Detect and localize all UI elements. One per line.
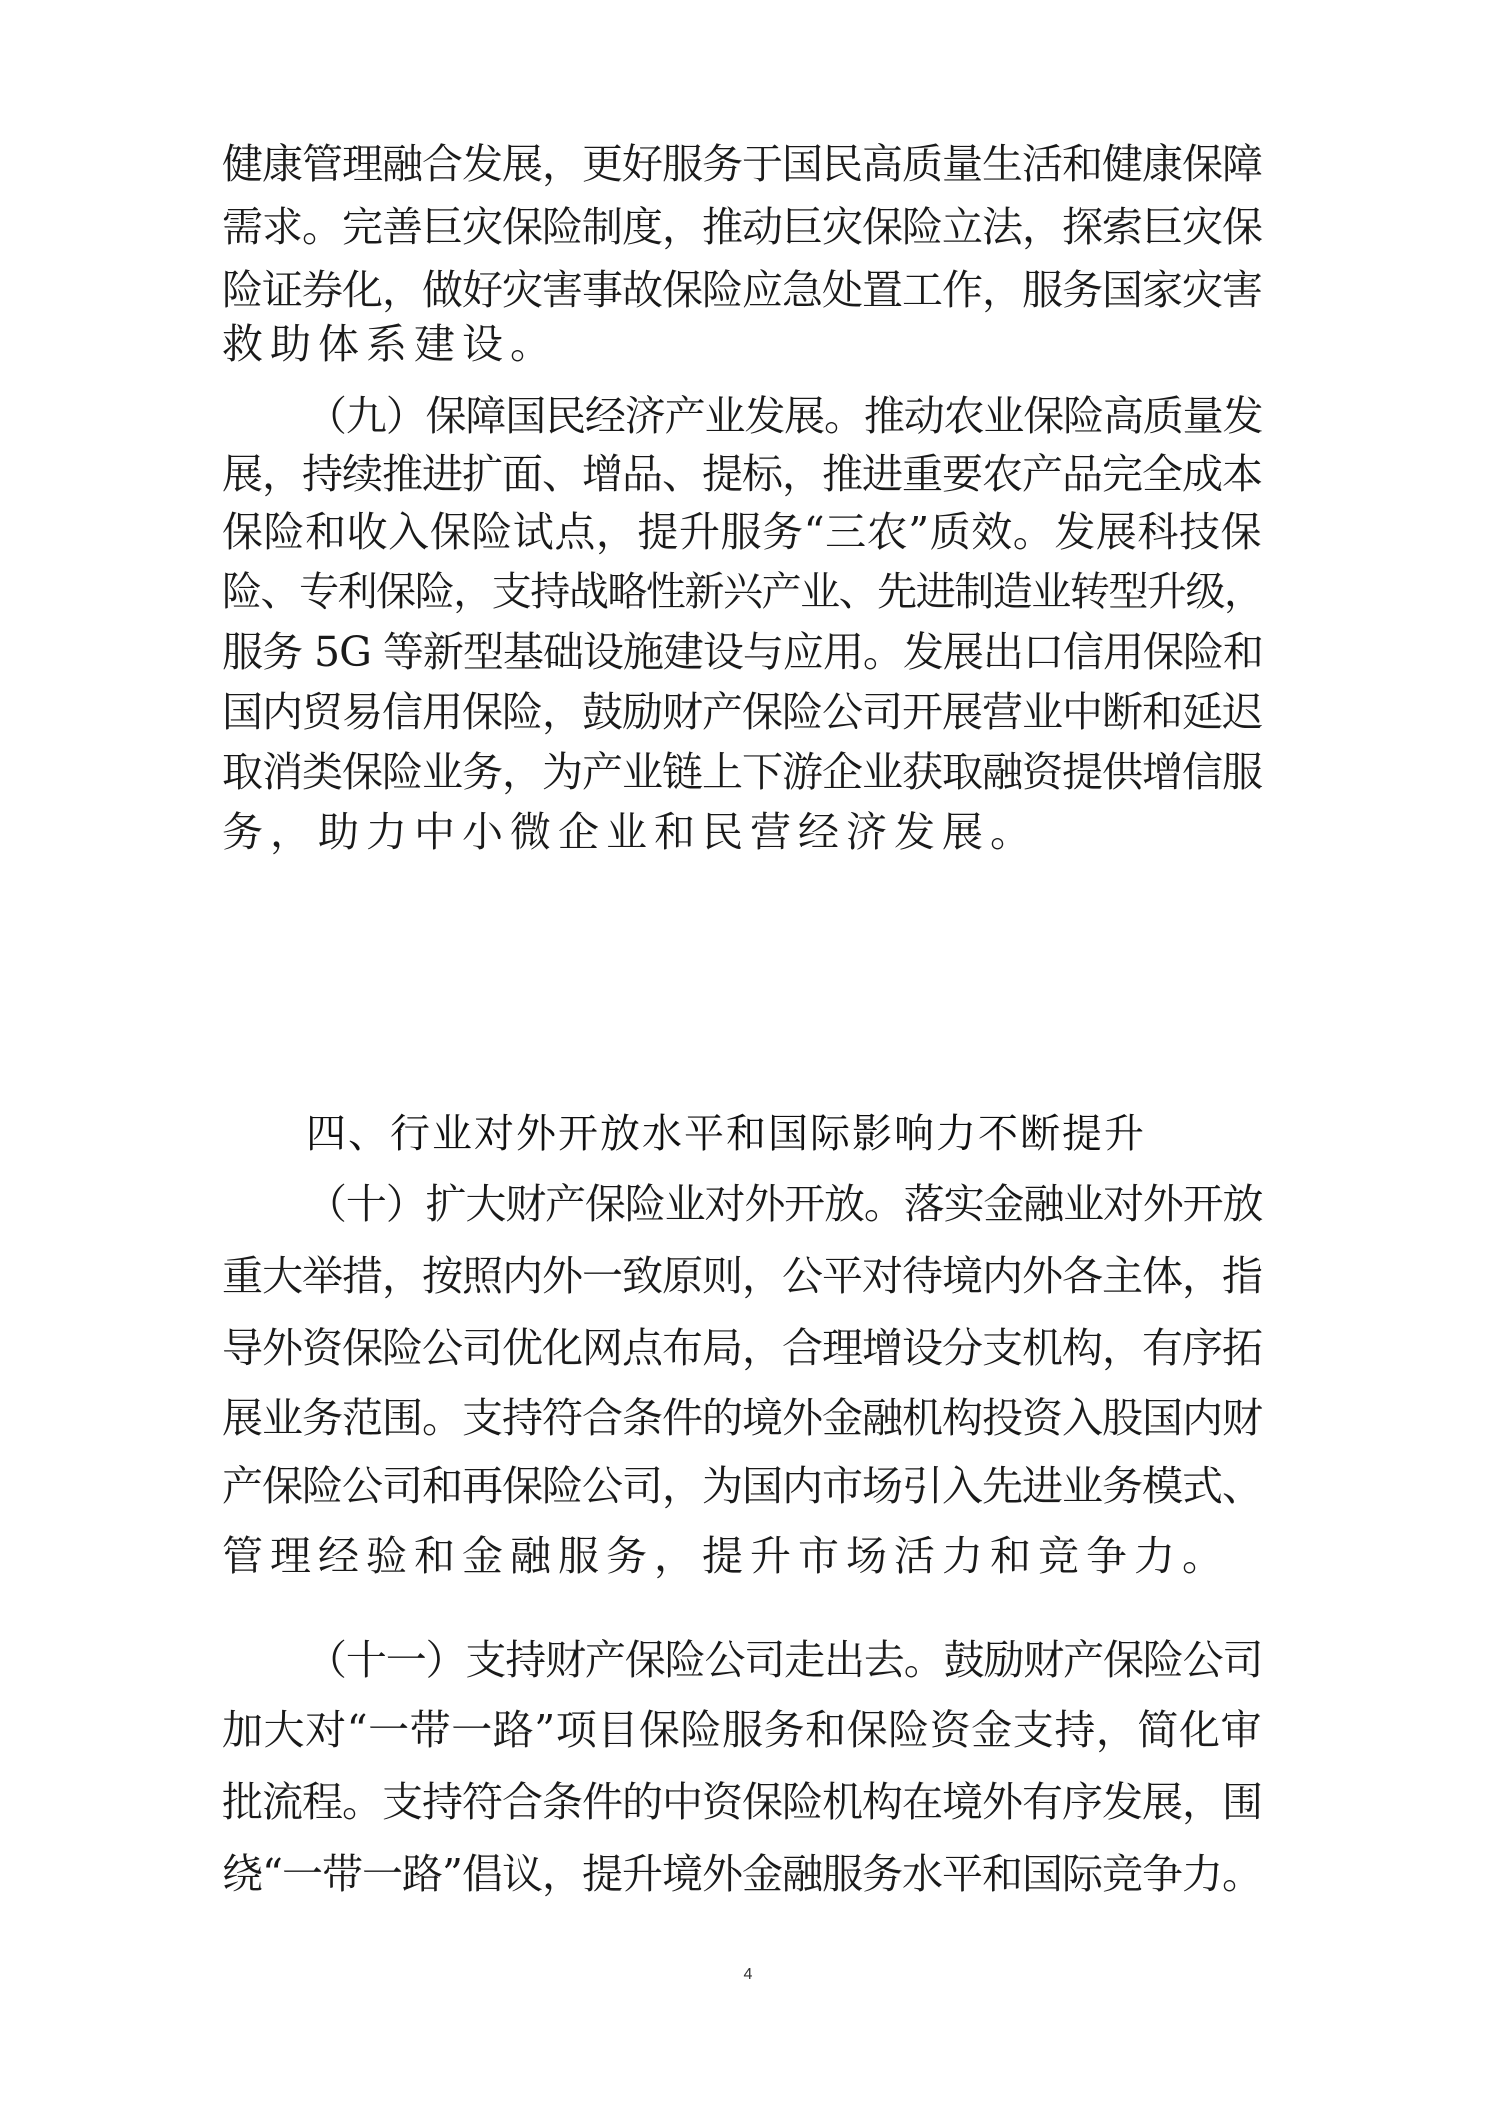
text-line: 险、专利保险，支持战略性新兴产业、先进制造业转型升级， <box>222 569 1262 615</box>
text-line: 险证券化，做好灾害事故保险应急处置工作，服务国家灾害 <box>222 266 1262 314</box>
text-line: 保险和收入保险试点，提升服务“三农”质效。发展科技保 <box>222 508 1262 556</box>
section-heading: 四、行业对外开放水平和国际影响力不断提升 <box>306 1111 1146 1157</box>
text-line: 展业务范围。支持符合条件的境外金融机构投资入股国内财 <box>222 1394 1262 1442</box>
text-line: 服务 5G 等新型基础设施建设与应用。发展出口信用保险和 <box>222 628 1263 676</box>
text-line: 重大举措，按照内外一致原则，公平对待境内外各主体，指 <box>222 1252 1262 1300</box>
text-line: 健康管理融合发展，更好服务于国民高质量生活和健康保障 <box>222 140 1262 188</box>
page-number: 4 <box>743 1966 753 1983</box>
text-line: （九）保障国民经济产业发展。推动农业保险高质量发 <box>306 392 1262 440</box>
text-line: 管理经验和金融服务，提升市场活力和竞争力。 <box>222 1532 1230 1580</box>
text-line: 务，助力中小微企业和民营经济发展。 <box>222 808 1038 856</box>
text-line: 需求。完善巨灾保险制度，推动巨灾保险立法，探索巨灾保 <box>222 203 1262 251</box>
text-line: （十一）支持财产保险公司走出去。鼓励财产保险公司 <box>306 1636 1262 1684</box>
text-line: 救助体系建设。 <box>222 320 558 368</box>
text-line: 展，持续推进扩面、增品、提标，推进重要农产品完全成本 <box>222 450 1262 498</box>
text-line: 导外资保险公司优化网点布局，合理增设分支机构，有序拓 <box>222 1324 1262 1372</box>
text-line: 取消类保险业务，为产业链上下游企业获取融资提供增信服 <box>222 748 1262 796</box>
text-line: 绕“一带一路”倡议，提升境外金融服务水平和国际竞争力。 <box>222 1850 1262 1898</box>
text-line: 产保险公司和再保险公司，为国内市场引入先进业务模式、 <box>222 1462 1262 1510</box>
text-line: 加大对“一带一路”项目保险服务和保险资金支持，简化审 <box>222 1706 1262 1754</box>
text-line: 国内贸易信用保险，鼓励财产保险公司开展营业中断和延迟 <box>222 688 1262 736</box>
text-line: 批流程。支持符合条件的中资保险机构在境外有序发展，围 <box>222 1778 1262 1826</box>
text-line: （十）扩大财产保险业对外开放。落实金融业对外开放 <box>306 1180 1262 1228</box>
